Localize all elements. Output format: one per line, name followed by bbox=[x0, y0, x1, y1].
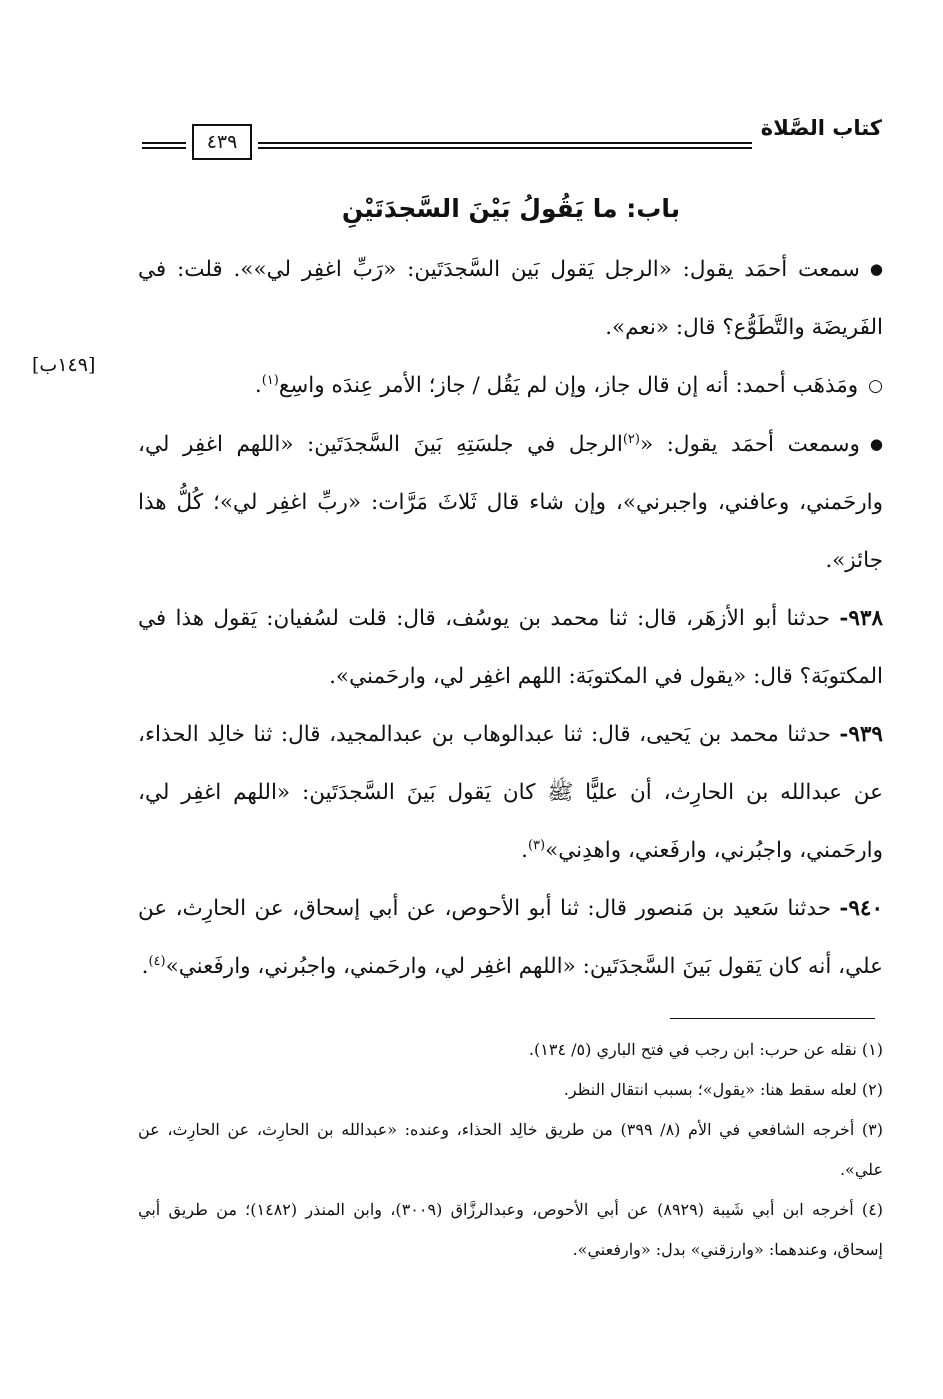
footnote-3: (٣) أخرجه الشافعي في الأم (٨/ ٣٩٩) من طريق خالِد الحذاء، وعنده: «عبدالله بن الحارِث، عن الحارِث، عن علي». bbox=[138, 1120, 883, 1179]
paragraph-3 bbox=[138, 415, 883, 590]
paragraph-1-text: سمعت أحمَد يقول: «الرجل يَقول بَين السَّجدَتَين: «رَبِّ اغفِر لي»». قلت: في الفَريضَة والتَّطَوُّع؟ قال: «نعم». bbox=[138, 257, 883, 340]
header-short-rule bbox=[142, 142, 186, 149]
manuscript-folio-reference: [١٤٩ب] bbox=[32, 354, 96, 376]
hadith-938-text: حدثنا أبو الأزهَر، قال: ثنا محمد بن يوسُف، قال: قلت لسُفيان: يَقول هذا في المكتوبَة؟ قال: «يقول في المكتوبَة: اللهم اغفِر لي، وارحَمني». bbox=[138, 606, 883, 689]
paragraph-2: ○ومَذهَب أحمد: أنه إن قال جاز، وإن لم يَقُل / جاز؛ الأمر عِندَه واسِع$^{(١)}$. bbox=[138, 357, 883, 415]
page-number: ٤٣٩ bbox=[192, 124, 252, 160]
hadith-number: ٩٣٨- bbox=[839, 606, 883, 631]
header-double-rule bbox=[258, 142, 752, 149]
paragraph-3-text-start: وسمعت أحمَد يقول: « bbox=[639, 432, 860, 457]
book-title: كتاب الصَّلاة bbox=[760, 116, 882, 140]
hadith-number: ٩٤٠- bbox=[839, 896, 883, 921]
hollow-circle-icon: ○ bbox=[868, 376, 883, 396]
footnote-marker-1: (١) bbox=[261, 372, 279, 388]
footnote-2: (٢) لعله سقط هنا: «يقول»؛ بسبب انتقال النظر. bbox=[563, 1080, 883, 1099]
hadith-939: ٩٣٩- حدثنا محمد بن يَحيى، قال: ثنا عبدالوهاب بن عبدالمجيد، قال: ثنا خالِد الحذاء، عن عبدالله بن الحارِث، أن عليًّا ﷺ كان يَقول بَينَ السَّجدَتَين: «اللهم اغفِر لي، وارحَمني، واجبُرني، وارفَعني، واهدِني»$^{(٣)}$. bbox=[138, 722, 883, 863]
footnote-separator bbox=[670, 1018, 875, 1019]
paragraph-2-text: ومَذهَب أحمد: أنه إن قال جاز، وإن لم يَقُل / جاز؛ الأمر عِندَه واسِع bbox=[278, 373, 859, 398]
chapter-title: باب: ما يَقُولُ بَيْنَ السَّجدَتَيْنِ bbox=[341, 194, 681, 223]
hadith-938 bbox=[138, 590, 883, 706]
paragraph-1 bbox=[138, 240, 883, 357]
footnote-4: (٤) أخرجه ابن أبي شَيبة (٨٩٢٩) عن أبي الأحوص، وعبدالرزَّاق (٣٠٠٩)، وابن المنذر (١٤٨٢)؛ من طريق أبي إسحاق، وعندهما: «وارزقني» بدل: «وارفعني». bbox=[138, 1200, 884, 1259]
hadith-940-text: حدثنا سَعيد بن مَنصور قال: ثنا أبو الأحوص، عن أبي إسحاق، عن الحارِث، عن علي، أنه كان يَقول بَينَ السَّجدَتَين: «اللهم اغفِر لي، وارحَمني، واجبُرني، وارفَعني» bbox=[138, 896, 883, 979]
running-header bbox=[140, 112, 882, 162]
hadith-939-text: حدثنا محمد بن يَحيى، قال: ثنا عبدالوهاب بن عبدالمجيد، قال: ثنا خالِد الحذاء، عن عبدالله بن الحارِث، أن عليًّا ﷺ كان يَقول بَينَ السَّجدَتَين: «اللهم اغفِر لي، وارحَمني، واجبُرني، وارفَعني، واهدِني» bbox=[138, 722, 883, 863]
filled-bullet-icon: ● bbox=[869, 260, 883, 278]
footnote-1: (١) نقله عن حرب: ابن رجب في فتح الباري (٥/ ١٣٤). bbox=[528, 1040, 883, 1059]
paragraph-3-text-end: الرجل في جلسَتِهِ بَينَ السَّجدَتَين: «اللهم اغفِر لي، وارحَمني، وعافني، واجبرني»، وإن شاء قال ثَلاثَ مَرَّات: «ربِّ اغفِر لي»؛ كُلُّ هذا جائز». bbox=[138, 432, 883, 573]
main-text bbox=[138, 240, 883, 996]
footnote-marker-4: (٤) bbox=[148, 953, 166, 969]
footnote-marker-3: (٣) bbox=[527, 837, 546, 853]
hadith-940: ٩٤٠- حدثنا سَعيد بن مَنصور قال: ثنا أبو الأحوص، عن أبي إسحاق، عن الحارِث، عن علي، أنه كان يَقول بَينَ السَّجدَتَين: «اللهم اغفِر لي، وارحَمني، واجبُرني، وارفَعني»$^{(٤)}$. bbox=[138, 896, 883, 979]
footnote-marker-2: (٢) bbox=[622, 431, 640, 447]
filled-bullet-icon: ● bbox=[869, 435, 883, 453]
footnotes bbox=[138, 1030, 883, 1270]
hadith-number: ٩٣٩- bbox=[839, 722, 883, 747]
